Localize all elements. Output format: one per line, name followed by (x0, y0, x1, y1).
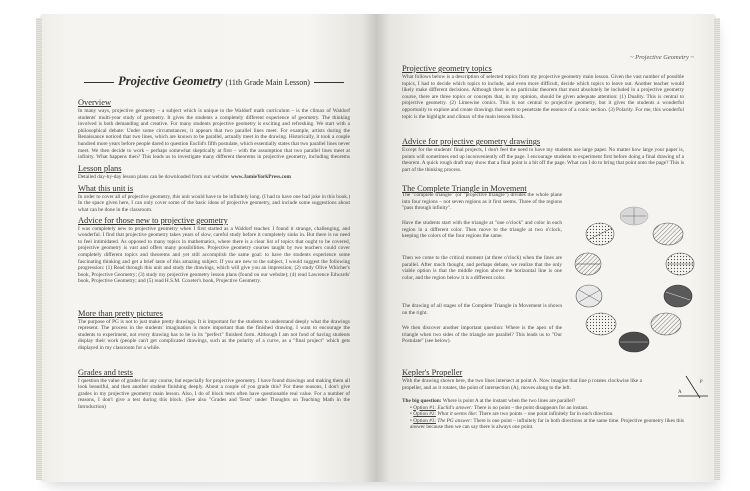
heading-pretty-pictures: More than pretty pictures (78, 308, 163, 318)
option-item: • Option #2: What it seems like: There are two points – one point infinitely far in each direction. (410, 411, 614, 418)
complete-triangle-diagram (574, 204, 696, 354)
big-question (402, 398, 684, 405)
para-kepler: With the drawing shown here, the two lines intersect at point A. Now imagine that line p rotates clockwise like a propeller, and as it rotates, the point of intersection (A), moves along to the left. (402, 378, 642, 391)
heading-overview: Overview (78, 98, 112, 107)
triangle-bullet-list (402, 192, 562, 351)
heading-pg-topics: Projective geometry topics (402, 64, 492, 73)
triangle-stage-left-3 (576, 285, 602, 307)
triangle-stage-bottom (619, 332, 649, 352)
option-text: There is one point – infinitely far in both directions at the same time. Projective geometry likes this answer because then we can say there is always one point. (410, 417, 684, 431)
bullet-item: Have the students start with the triangle at "one o'clock" and color in each region in a different color. Then move to the triangle at two o'clock, keeping the colors of the four regions the same. (402, 220, 562, 240)
para-overview: In many ways, projective geometry – a subject which is unique to the Waldorf math curriculum – is the climax of Waldorf students' multi-year study of geometry. It gives the students a completely different experience of geometry. The thinking involved is both demanding and creative. For many students projective geometry is exciting and refreshing. We start with a philosophical debate: Under some circumstances, it appears that two parallel lines meet. For example, artists during the Renaissance noticed that two lines, which are known to be parallel, actually meet in the drawing. Historically, it took a couple hundred more years before people dared to question Euclid's fifth postulate, which essentially states that two parallel lines never meet. We then decide to work – perhaps somewhat skeptically at first – with the assumption that two parallel lines meet at infinity. What happens then? This leads us to investigate many different theorems in projective geometry, including theorems (78, 108, 350, 161)
heading-what-this-unit-is: What this unit is (78, 183, 134, 193)
heading-drawing-advice: Advice for projective geometry drawings (402, 137, 541, 146)
triangle-stage-left-2 (575, 253, 601, 275)
option-item: • Option #3: The PG answer: There is one point – infinitely far in both directions at the same time. Projective geometry likes this answer because then we can say there is always one point. (410, 417, 684, 431)
lesson-plans-text: Detailed day-by-day lesson plans can be downloaded from our website: (78, 174, 230, 180)
line-p (686, 376, 700, 398)
heading-advice-new: Advice for those new to projective geometry (78, 215, 228, 225)
title-rule-right (314, 82, 344, 83)
figure-label-p: p (700, 379, 703, 384)
heading-lesson-plans: Lesson plans (78, 164, 122, 173)
big-question-label: The big question: (402, 398, 442, 404)
para-advice-new: I was completely new to projective geometry when I first started as a Waldorf teacher. I found it strange, challenging, and wonderful. I find that projective geometry takes years of slow, careful study before it completely sinks in. But there is no need to feel intimidated. As opposed to many topics in mathematics, where there is a clear list of topics that ought to be covered, projective geometry is vast and offers many possibilities. Projective geometry courses taught by two teachers could cover completely different topics and theorems and yet still accomplish the same goal: to have the students experience some fascinating thinking and get a brief taste of this amazing subject. If you are new to the subject, I would suggest the following progression: (1) Read through this unit and study the drawings, which will give you an impression; (2) study Olive Whicher's book, Projective Geometry; (3) study my projective geometry lesson plans (found on our website); (4) read Lawrence Edwards' book, Projective Geometry; and (5) read H.S.M. Coxeter's book, Projective Geometry. (78, 225, 350, 285)
option-text: There are two points – one point infinitely far in each direction. (478, 411, 614, 418)
title-rule-left (84, 82, 114, 83)
option-italic: The PG answer: (437, 417, 473, 424)
heading-complete-triangle: The Complete Triangle in Movement (402, 184, 527, 193)
heading-grades-tests: Grades and tests (78, 367, 133, 377)
bullet-item: The "complete triangle" (or "projective triangle") divides the whole plane into four regions – not seven regions as it first seems. Three of the regions "pass through infinity". (402, 192, 562, 212)
triangle-stage-left-4 (586, 313, 616, 335)
triangle-stage-left-1 (586, 223, 614, 245)
left-page-edge (36, 18, 42, 480)
kepler-propeller-figure (676, 374, 710, 400)
para-pretty-pictures: The purpose of PG is not to just make pretty drawings. It is important for the students to understand deeply what the drawings represent. The process in the students' imagination is more important than the finished drawing. I want to encourage the students to experiment, not every drawing has to be in its "perfect" finished form. Although I am not fond of having students display their work (people can't get complicated drawings, such as the polarity of a curve, as a "final project" which gets displayed in my classroom for a while. (78, 318, 350, 351)
para-pg-topics: What follows below is a description of selected topics from my projective geometry main lesson. Given the vast number of possible topics, I had to decide which topics to include, and even more difficult, decide which topics to leave out. Another teacher would likely make different decisions. Although there is no particular theorem that must absolutely be included in a projective geometry course, there are three topics or concepts that, in my opinion, should be given adequate attention: (1) Duality. This is central to projective geometry. (2) Limewise conics. This is not central to projective geometry, but it gives the students a wonderful opportunity to explore and create drawings that seem to penetrate the essence of a conic section. (3) Polarity. For me, this wonderful topic is the highlight and climax of the main lesson block. (402, 74, 684, 120)
bullet-item: We then discover another important question: Where is the apex of the triangle when two sides of the triangle are parallel? This leads us to "Our Postulate" (see below). (402, 325, 562, 345)
option-label: Option #1: (413, 404, 436, 411)
option-label: Option #2: (413, 411, 436, 418)
big-question-text: Where is point A at the instant when the two lines are parallel? (442, 398, 576, 404)
triangle-stage-right-1 (653, 223, 683, 245)
triangle-stage-right-3 (664, 285, 692, 307)
para-grades-tests: I question the value of grades for any course, but especially for projective geometry. I have found drawings and making them all look beautiful, and then another student finishing deeply. About a couple of you grade this? For these reasons, I don't give grades in my projective geometry main lesson. Also, I do of block tests often have questionable real value. For a number of reasons, I don't give a test during this block. (See also "Grades and Tests" under Thoughts on Teaching Math in the Introduction) (78, 377, 350, 410)
bullet-item: The drawing of all stages of the Complete Triangle in Movement is shown on the right. (402, 303, 562, 316)
para-what-this-unit-is: In order to cover all of projective geometry, this unit would have to be infinitely long. (I had to have one bad joke in this book.) In the space given here, I can only cover some of the basic ideas of projective geometry, and include some suggestions about what can be done in the classroom. (78, 193, 350, 213)
website-link[interactable]: www.JamieYorkPress.com (230, 174, 291, 180)
option-label: Option #3: (413, 417, 437, 424)
title-subtitle: (11th Grade Main Lesson) (225, 78, 310, 87)
right-text-column-top (402, 64, 684, 194)
bullet-item: Then we come to the critical moment (at three o'clock) when the lines are parallel. After much thought, and perhaps debate, we realize that the only viable option is that the middle region above the horizontal line is one color, and the region below it is a different color. (402, 255, 562, 281)
kepler-section (402, 368, 684, 432)
para-drawing-advice: Except for the students' final projects, I don't feel the need to have my students use large paper. No matter how large your paper is, points will sometimes end up inconveniently off the page. I encourage students to experiment first before doing a final drawing of a theorem. A quick rough draft may show that a final point is a bit off the page. What can I do to bring that point onto the page? This is part of the thinking process. (402, 147, 684, 173)
option-italic: What it seems like: (437, 411, 478, 418)
triangle-stage-top (620, 207, 648, 225)
right-page-edge (714, 18, 720, 480)
running-head: ~ Projective Geometry ~ (629, 54, 694, 61)
option-item: • Option #1: Euclid's answer: There is no point – the point disappears for an instant. (410, 404, 589, 411)
para-lesson-plans (78, 174, 350, 181)
figure-label-a: A (678, 390, 682, 395)
option-italic: Euclid's answer: (437, 404, 473, 411)
option-text: There is no point – the point disappears for an instant. (473, 404, 589, 411)
open-book (40, 14, 716, 482)
left-text-column (78, 98, 350, 418)
right-page (376, 14, 716, 482)
title-text: Projective Geometry (118, 74, 223, 88)
page-title (78, 74, 350, 89)
left-page (40, 14, 376, 482)
triangle-stage-right-4 (651, 313, 681, 335)
triangle-stage-right-2 (666, 253, 694, 275)
heading-kepler: Kepler's Propeller (402, 368, 463, 377)
